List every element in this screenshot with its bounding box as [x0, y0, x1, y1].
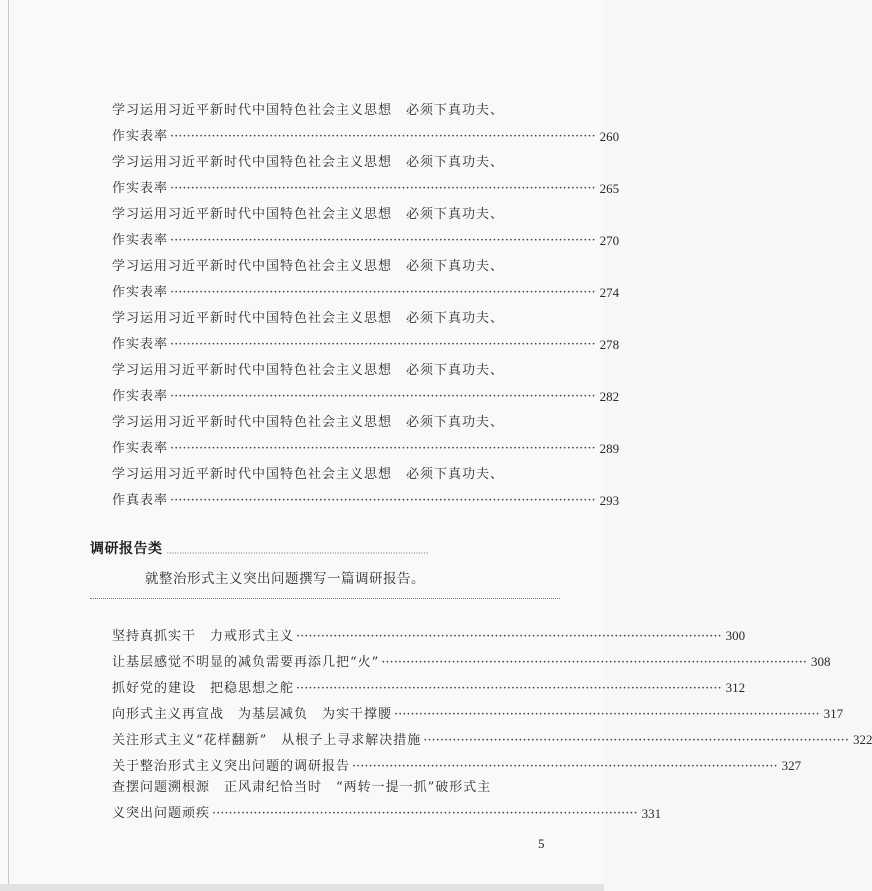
toc-entry-title-line2: 作实表率: [112, 285, 169, 300]
dot-leader: ·······································································································: [170, 181, 596, 196]
toc-page-number: 289: [599, 441, 620, 456]
dot-leader: ·······································································································: [296, 681, 722, 696]
toc-entry-title-line1: 学习运用习近平新时代中国特色社会主义思想 必须下真功夫、: [112, 311, 505, 326]
dot-leader: ·······································································································: [170, 337, 596, 352]
toc-entry-title-line2: 作实表率: [112, 233, 169, 248]
toc-page-number: 308: [810, 654, 831, 669]
toc-entry: [112, 415, 620, 457]
toc-entry-title: 关于整治形式主义突出问题的调研报告: [112, 759, 351, 774]
scan-bottom-edge: [0, 884, 604, 891]
toc-entry-title-line2: 作实表率: [112, 129, 169, 144]
dot-leader: ·······································································································: [170, 233, 596, 248]
toc-page-number: 282: [599, 389, 620, 404]
toc-page-number: 327: [781, 758, 802, 773]
toc-entry: [112, 311, 620, 353]
toc-entry: [112, 467, 620, 509]
section-dot-leader: ·······································································································: [166, 549, 429, 558]
toc-page-number: 293: [599, 493, 620, 508]
toc-entry-title: 向形式主义再宣战 为基层减负 为实干撑腰: [112, 707, 393, 722]
toc-entry-title-line2: 作实表率: [112, 337, 169, 352]
dot-leader: ·······································································································: [296, 629, 722, 644]
toc-entry-title-line1: 学习运用习近平新时代中国特色社会主义思想 必须下真功夫、: [112, 467, 505, 482]
toc-entry: [112, 259, 620, 301]
toc-page-number: 300: [725, 628, 746, 643]
toc-entry: [112, 652, 831, 670]
toc-entry-title-line1: 查摆问题溯根源 正风肃纪恰当时 “两转一提一抓”破形式主: [112, 780, 492, 795]
toc-entry: [112, 780, 662, 822]
toc-entry: [112, 103, 620, 145]
toc-page-number: 312: [725, 680, 746, 695]
toc-page-number: 274: [599, 285, 620, 300]
toc-entry: [112, 626, 746, 644]
toc-entry-title-line2: 作实表率: [112, 441, 169, 456]
dot-leader: ·······································································································: [170, 285, 596, 300]
toc-page-number: 265: [599, 181, 620, 196]
toc-entry-title-line2: 义突出问题顽疾: [112, 806, 211, 821]
toc-entry-title-line2: 作真表率: [112, 493, 169, 508]
dot-leader: ·······································································································: [394, 707, 820, 722]
section-intro: 就整治形式主义突出问题撰写一篇调研报告。: [145, 571, 425, 587]
toc-entry: [112, 730, 872, 748]
toc-entry: [112, 155, 620, 197]
section-heading: [90, 540, 558, 558]
toc-entry-title-line2: 作实表率: [112, 389, 169, 404]
toc-entry-title-line1: 学习运用习近平新时代中国特色社会主义思想 必须下真功夫、: [112, 415, 505, 430]
section-divider: [90, 598, 560, 599]
toc-entry: [112, 756, 802, 774]
dot-leader: ·······································································································: [423, 733, 849, 748]
dot-leader: ·······································································································: [170, 493, 596, 508]
toc-entry: [112, 678, 746, 696]
toc-page-number: 331: [641, 806, 662, 821]
section-title: 调研报告类: [90, 541, 163, 557]
dot-leader: ·······································································································: [212, 806, 638, 821]
toc-entry: [112, 363, 620, 405]
dot-leader: ·······································································································: [352, 759, 778, 774]
toc-entry-title-line1: 学习运用习近平新时代中国特色社会主义思想 必须下真功夫、: [112, 103, 505, 118]
toc-entry: [112, 207, 620, 249]
toc-page-number: 260: [599, 129, 620, 144]
dot-leader: ·······································································································: [170, 129, 596, 144]
toc-entry-title-line1: 学习运用习近平新时代中国特色社会主义思想 必须下真功夫、: [112, 259, 505, 274]
dot-leader: ·······································································································: [381, 655, 807, 670]
toc-entry-title-line1: 学习运用习近平新时代中国特色社会主义思想 必须下真功夫、: [112, 207, 505, 222]
toc-page-number: 270: [599, 233, 620, 248]
toc-entry: [112, 704, 844, 722]
page-number: 5: [538, 836, 545, 851]
toc-page-number: 278: [599, 337, 620, 352]
toc-entry-title-line1: 学习运用习近平新时代中国特色社会主义思想 必须下真功夫、: [112, 155, 505, 170]
toc-page-number: 322: [852, 732, 872, 747]
toc-page-number: 317: [823, 706, 844, 721]
toc-entry-title-line1: 学习运用习近平新时代中国特色社会主义思想 必须下真功夫、: [112, 363, 505, 378]
dot-leader: ·······································································································: [170, 441, 596, 456]
toc-entry-title: 坚持真抓实干 力戒形式主义: [112, 629, 295, 644]
dot-leader: ·······································································································: [170, 389, 596, 404]
toc-entry-title: 让基层感觉不明显的减负需要再添几把“火”: [112, 655, 380, 670]
toc-entry-title-line2: 作实表率: [112, 181, 169, 196]
page-binding-edge: [8, 0, 9, 891]
toc-entry-title: 关注形式主义“花样翻新” 从根子上寻求解决措施: [112, 733, 422, 748]
toc-entry-title: 抓好党的建设 把稳思想之舵: [112, 681, 295, 696]
